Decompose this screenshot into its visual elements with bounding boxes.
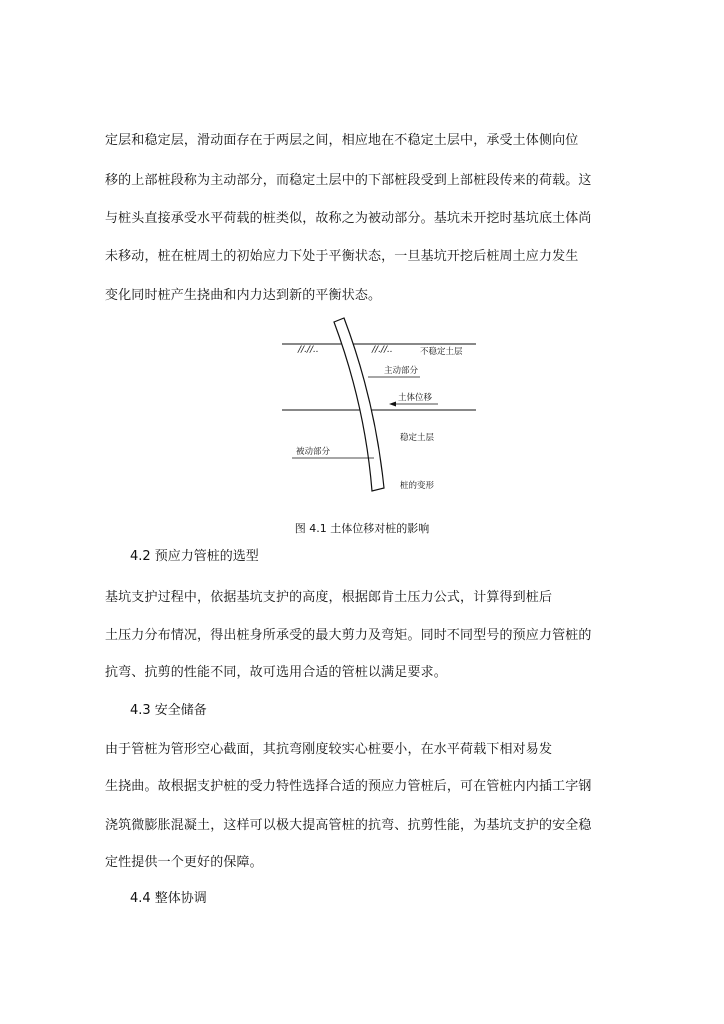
paragraph-line: 抗弯、抗剪的性能不同，故可选用合适的管桩以满足要求。 xyxy=(105,665,447,680)
label-pile-deformation: 桩的变形 xyxy=(400,481,435,491)
paragraph-line: 移的上部桩段称为主动部分，而稳定土层中的下部桩段受到上部桩段传来的荷载。这 xyxy=(105,173,592,188)
label-stable-layer: 稳定土层 xyxy=(400,433,435,443)
soil-displacement-arrowhead xyxy=(389,402,396,407)
label-unstable-layer: 不稳定土层 xyxy=(420,347,463,357)
paragraph-line: 土压力分布情况，得出桩身所承受的最大剪力及弯矩。同时不同型号的预应力管桩的 xyxy=(105,628,592,643)
paragraph-line: 定性提供一个更好的保障。 xyxy=(105,855,263,870)
label-active-part: 主动部分 xyxy=(384,366,419,376)
paragraph-line: 浇筑微膨胀混凝土，这样可以极大提高管桩的抗弯、抗剪性能，为基坑支护的安全稳 xyxy=(105,818,592,833)
paragraph-line: 基坑支护过程中，依据基坑支护的高度，根据郎肯土压力公式，计算得到桩后 xyxy=(105,590,553,605)
label-passive-part: 被动部分 xyxy=(296,447,331,457)
pile-diagram xyxy=(270,310,490,515)
figure-caption: 图 4.1 土体位移对桩的影响 xyxy=(294,522,430,535)
section-heading-4-2: 4.2 预应力管桩的选型 xyxy=(130,549,259,564)
section-heading-4-4: 4.4 整体协调 xyxy=(130,891,207,906)
pile-deformation-figure xyxy=(270,310,490,515)
label-soil-displacement: 土体位移 xyxy=(398,393,433,403)
section-heading-4-3: 4.3 安全储备 xyxy=(130,703,207,718)
paragraph-line: 生挠曲。故根据支护桩的受力特性选择合适的预应力管桩后，可在管桩内内插工字钢 xyxy=(105,779,592,794)
soil-hatch-mark: //.//.. xyxy=(372,345,393,355)
paragraph-line: 与桩头直接承受水平荷载的桩类似，故称之为被动部分。基坑未开挖时基坑底土体尚 xyxy=(105,211,592,226)
paragraph-line: 变化同时桩产生挠曲和内力达到新的平衡状态。 xyxy=(105,288,382,303)
paragraph-line: 由于管桩为管形空心截面，其抗弯刚度较实心桩要小，在水平荷载下相对易发 xyxy=(105,742,553,757)
paragraph-line: 未移动，桩在桩周土的初始应力下处于平衡状态，一旦基坑开挖后桩周土应力发生 xyxy=(105,249,579,264)
paragraph-line: 定层和稳定层，滑动面存在于两层之间，相应地在不稳定土层中，承受土体侧向位 xyxy=(105,133,579,148)
soil-hatch-mark: //.//.. xyxy=(298,345,319,355)
